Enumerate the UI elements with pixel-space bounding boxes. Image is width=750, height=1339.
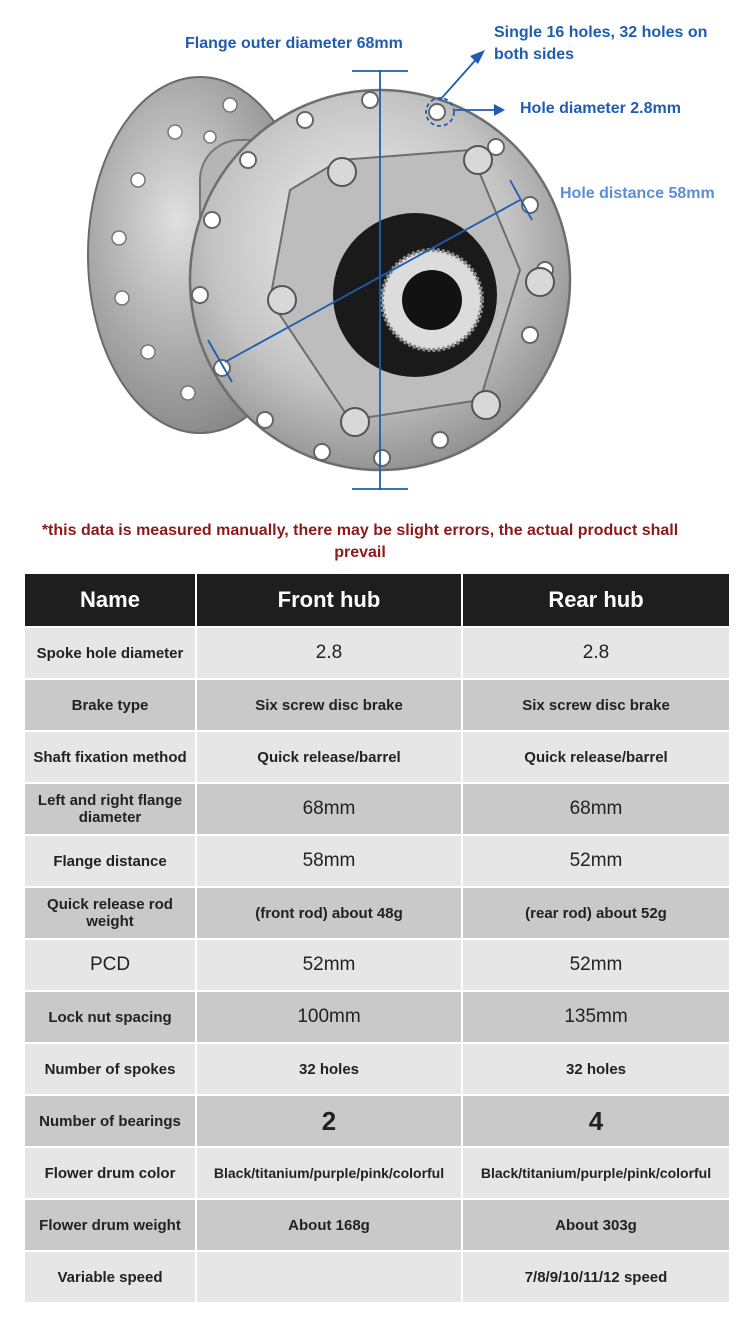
row-name: Variable speed: [24, 1251, 196, 1303]
row-name: Spoke hole diameter: [24, 627, 196, 679]
header-front-hub: Front hub: [196, 573, 462, 627]
hole-distance-label: Hole distance 58mm: [560, 185, 715, 202]
table-row: [24, 1043, 730, 1095]
row-name: PCD: [24, 939, 196, 991]
front-value: 2: [196, 1095, 462, 1147]
table-row: [24, 1095, 730, 1147]
front-value: Black/titanium/purple/pink/colorful: [196, 1147, 462, 1199]
arrow-head-diameter: [494, 104, 505, 116]
rear-value: About 303g: [462, 1199, 730, 1251]
table-row: [24, 939, 730, 991]
row-name: Shaft fixation method: [24, 731, 196, 783]
row-name: Number of bearings: [24, 1095, 196, 1147]
rear-value: 68mm: [462, 783, 730, 835]
header-rear-hub: Rear hub: [462, 573, 730, 627]
front-value: 32 holes: [196, 1043, 462, 1095]
rear-value: 52mm: [462, 939, 730, 991]
table-row: [24, 1147, 730, 1199]
flange-outer-label: Flange outer diameter 68mm: [185, 35, 403, 52]
row-name: Lock nut spacing: [24, 991, 196, 1043]
table-row: [24, 627, 730, 679]
row-name: Flower drum color: [24, 1147, 196, 1199]
front-value: [196, 1251, 462, 1303]
rear-value: 2.8: [462, 627, 730, 679]
front-value: 68mm: [196, 783, 462, 835]
front-value: Six screw disc brake: [196, 679, 462, 731]
front-value: Quick release/barrel: [196, 731, 462, 783]
front-value: About 168g: [196, 1199, 462, 1251]
rear-value: Six screw disc brake: [462, 679, 730, 731]
front-value: 52mm: [196, 939, 462, 991]
table-row: [24, 991, 730, 1043]
front-value: 2.8: [196, 627, 462, 679]
rear-value: 4: [462, 1095, 730, 1147]
table-header-row: [24, 573, 730, 627]
hole-diameter-label: Hole diameter 2.8mm: [520, 100, 681, 117]
row-name: Number of spokes: [24, 1043, 196, 1095]
front-value: 58mm: [196, 835, 462, 887]
header-name: Name: [24, 573, 196, 627]
rear-value: 52mm: [462, 835, 730, 887]
front-value: (front rod) about 48g: [196, 887, 462, 939]
table-row: [24, 783, 730, 835]
rear-value: Black/titanium/purple/pink/colorful: [462, 1147, 730, 1199]
axle-core: [402, 270, 462, 330]
table-row: [24, 731, 730, 783]
rear-value: Quick release/barrel: [462, 731, 730, 783]
table-row: [24, 887, 730, 939]
arrow-head-holes: [470, 50, 485, 64]
table-row: [24, 1199, 730, 1251]
spec-table: [23, 572, 731, 1304]
table-row: [24, 679, 730, 731]
table-row: [24, 835, 730, 887]
holes-label: Single 16 holes, 32 holes on both sides: [494, 24, 708, 63]
front-value: 100mm: [196, 991, 462, 1043]
row-name: Quick release rod weight: [24, 887, 196, 939]
rear-value: 135mm: [462, 991, 730, 1043]
rear-value: (rear rod) about 52g: [462, 887, 730, 939]
row-name: Flower drum weight: [24, 1199, 196, 1251]
rear-value: 32 holes: [462, 1043, 730, 1095]
hub-product-image: [0, 0, 750, 510]
row-name: Brake type: [24, 679, 196, 731]
table-row: [24, 1251, 730, 1303]
row-name: Left and right flange diameter: [24, 783, 196, 835]
row-name: Flange distance: [24, 835, 196, 887]
measurement-disclaimer: *this data is measured manually, there may be slight errors, the actual product shall prevail: [41, 522, 679, 561]
rear-value: 7/8/9/10/11/12 speed: [462, 1251, 730, 1303]
